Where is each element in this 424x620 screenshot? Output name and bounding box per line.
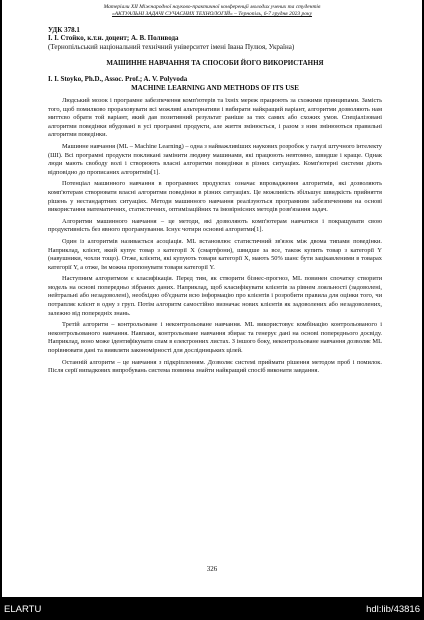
paragraph: Наступним алгоритмом є класифікація. Перед тим, як створити бізнес-прогноз, ML повинен спочатку створити модель на основі попередньо зібраних даних. Наприклад, щоб класифікувати клієнтів за рівнем лояльності (задоволені, нейтральні або незадоволені), необхідно об'єднати всю інформацію про клієнтів і розробити правила для оцінки того, чи потрапляє клієнт в одну з груп. Потім алгоритм самостійно визначає нових клієнтів як задоволених або незадоволених, залежно від попередніх знань. [48,275,382,317]
handle-label: hdl:lib/43816 [366,604,420,615]
header-line-1: Матеріали XII Міжнародної науково-практичної конференції молодих учених та студентів [103,4,321,10]
paragraph: Потенціал машинного навчання в програмних продуктах означає впровадження алгоритмів, які дозволяють комп'ютерам створювати власні алгоритми поведінки в різних ситуаціях. Це можливість збільшує швидкість прийняття рішень у нестандартних ситуаціях. Методи машинного навчання реалізуються програмним забезпеченням на основі використання математичних, статистичних, оптимізаційних та імовірнісних методів розв'язання задач. [48,180,382,214]
authors-uk: І. І. Стойко, к.т.н. доцент; А. В. Поливода [48,34,179,42]
repository-label: ELARTU [4,604,42,615]
paper-page [2,0,422,597]
paragraph: Один із алгоритмів називається асоціація. ML встановлює статистичний зв'язок між двома типами поведінки. Наприклад, клієнт, який купує товар з категорії X (смартфони), швидше за все, також купить товар з категорії Y (навушники, чохли тощо). Отже, клієнти, які купують товари категорії X, мають 50% шанс бути зацікавленими в товарах категорії Y, а отже, їм можна пропонувати товари категорії Y. [48,237,382,271]
paragraph: Третій алгоритм – контрольоване і неконтрольоване навчання. ML використовує комбінацію контрольованого і неконтрольованого навчання. Навпаки, контрольоване навчання збирає та генерує дані на основі попереднього досвіду. Наприклад, воно може ідентифікувати спам в електронних листах. З іншого боку, неконтрольоване навчання дозволяє ML порівнювати дані та виявляти закономірності для дослідницьких цілей. [48,321,382,355]
header-line-2: «АКТУАЛЬНІ ЗАДАЧІ СУЧАСНИХ ТЕХНОЛОГІЙ» – Тернопіль, 6-7 грудня 2023 року [111,11,313,17]
paragraph: Останній алгоритм – це навчання з підкріпленням. Дозволяє системі приймати рішення методом проб і помилок. Після серії випадкових випробувань система повинна знайти найкращий спосіб виконати завдання. [48,358,382,375]
affiliation: (Тернопільський національний технічний університет імені Івана Пулюя, Україна) [48,43,295,51]
article-body [48,97,382,379]
paragraph: Машинне навчання (ML – Machine Learning) – одна з найважливіших наукових розробок у галузі штучного інтелекту (ШІ). Всі програмні продукти покликані замінити людину машинами, які працюють невтомно, швидше і краще. Однак люди мають свободу волі і створюють власні алгоритми поведінки в різних ситуаціях. Комп'ютерні системи діють відповідно до прописаних алгоритмів[1]. [48,142,382,176]
authors-en: I. I. Stoyko, Ph.D., Assoc. Prof.; A. V. Polyvoda [48,75,188,83]
title-uk: МАШИННЕ НАВЧАННЯ ТА СПОСОБИ ЙОГО ВИКОРИСТАННЯ [106,59,324,67]
paragraph: Людський мозок і програмне забезпечення комп'ютерів та їхніх мереж працюють за схожими принципами. Замість того, щоб помилково прораховувати всі можливі альтернативи і вибирати найкращий варіант, алгоритми дозволяють нам миттєво обрати той варіант, який дав позитивний результат раніше за тих самих або схожих умов. Спеціалізовані алгоритми поведінки вбудовані в усі програмні продукти, але життя змінюється, і разом з ним змінюються правильні алгоритми поведінки. [48,97,382,139]
paragraph: Алгоритми машинного навчання – це методи, які дозволяють комп'ютерам навчатися і покращувати свою продуктивність без явного програмування. Існує чотири основні алгоритми[1]. [48,217,382,234]
page-number: 326 [206,565,218,573]
conference-header [2,4,422,18]
title-en: MACHINE LEARNING AND METHODS OF ITS USE [131,84,299,92]
udk-code: УДК 378.1 [48,26,80,34]
